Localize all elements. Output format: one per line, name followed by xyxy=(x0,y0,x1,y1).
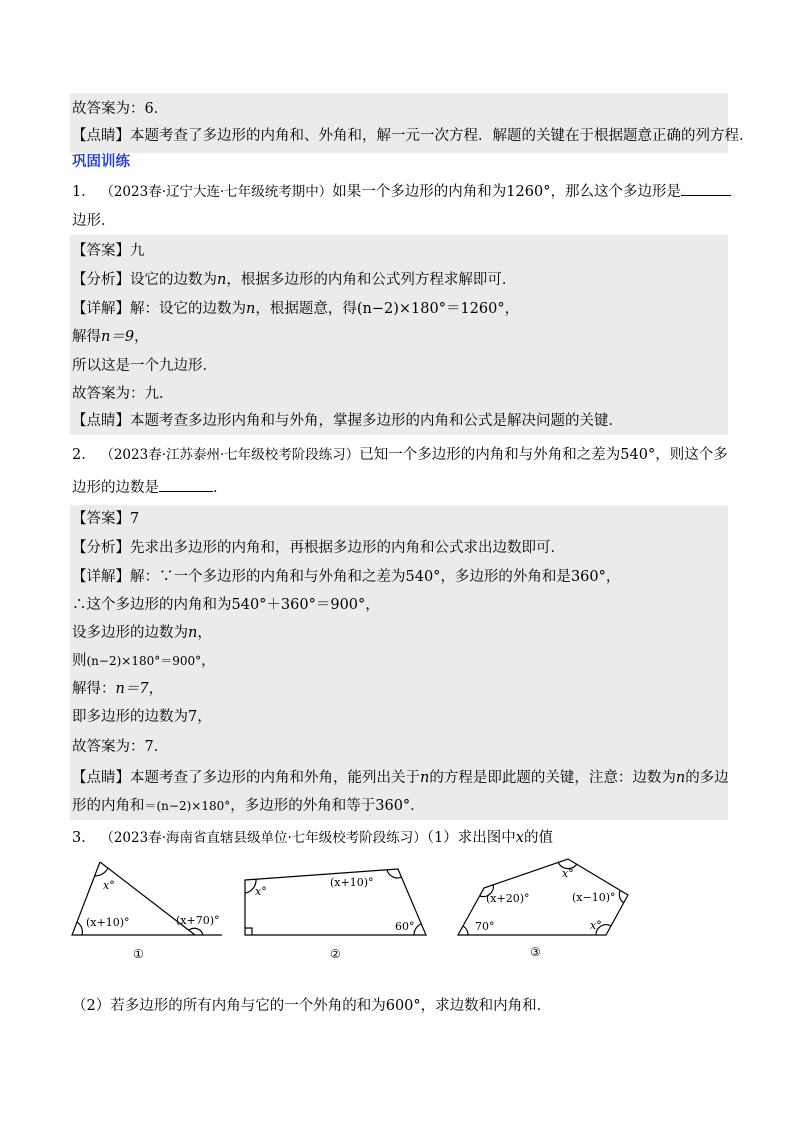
q2-let xyxy=(72,624,212,642)
q1-stem xyxy=(72,181,731,201)
comment-tag: 【点睛】 xyxy=(72,770,130,786)
equation: 540°＋360°＝900° xyxy=(231,597,366,613)
solve-text: ， xyxy=(148,681,164,697)
q1-detail xyxy=(72,300,519,318)
detail-text: 解：∵一个多边形的内角和与外角和之差为 xyxy=(130,569,406,585)
analysis-tag: 【分析】 xyxy=(72,540,130,556)
detail-tag: 【详解】 xyxy=(72,301,130,317)
comment-text: ，多边形的外角和等于360°． xyxy=(230,798,425,814)
equation: (n−2)×180°＝900° xyxy=(86,654,202,668)
detail-text: ，根据题意，得 xyxy=(255,301,357,317)
q2-therefore xyxy=(72,596,380,614)
answer-tag: 【答案】 xyxy=(72,243,130,259)
comment-text: 本题考查了多边形的内角和外角，能列出关于 xyxy=(130,770,420,786)
question-number: 2． xyxy=(72,447,96,463)
comment-text: 本题考查多边形内角和与外角，掌握多边形的内角和公式是解决问题的关键． xyxy=(130,413,623,429)
therefore-text: ， xyxy=(365,597,380,613)
question-text: 的值 xyxy=(523,830,553,846)
angle-value: 360° xyxy=(570,569,606,585)
variable-n: n xyxy=(675,770,686,786)
q3-stem xyxy=(72,829,553,847)
q2-final: 故答案为：7． xyxy=(72,739,169,755)
question-text: ． xyxy=(213,480,228,496)
angle-value: 600° xyxy=(385,998,421,1014)
comment-text: 本题考查了多边形的内角和、外角和，解一元一次方程．解题的关键在于根据题意正确的列方程． xyxy=(130,128,754,144)
question-text: 如果一个多边形的内角和为 xyxy=(332,184,507,200)
angle-value: 540° xyxy=(620,447,656,463)
q2-then xyxy=(72,652,216,670)
solution-equation: n＝7 xyxy=(115,681,149,697)
q1-stem-cont: 边形． xyxy=(72,213,116,229)
fig2-br-label: 60° xyxy=(395,920,415,933)
question-text: （1）求出图中 xyxy=(426,830,516,846)
fig3-right-label: (x−10)° xyxy=(572,891,616,904)
q2-comment xyxy=(72,769,729,787)
angle-value: 540° xyxy=(405,569,441,585)
q3-part2 xyxy=(72,997,551,1015)
q2-stem xyxy=(72,446,728,464)
analysis-tag: 【分析】 xyxy=(72,272,130,288)
q2-stem-cont xyxy=(72,477,228,497)
detail-text: ，多边形的外角和是 xyxy=(440,569,571,585)
q1-answer xyxy=(72,242,145,260)
fig3-number: ③ xyxy=(530,945,541,959)
q1-conclusion: 所以这是一个九边形． xyxy=(72,358,217,374)
question-text: 已知一个多边形的内角和与外角和之差为 xyxy=(359,447,621,463)
question-source: （2023春·辽宁大连·七年级统考期中） xyxy=(100,184,333,200)
fig2-tr-label: (x+10)° xyxy=(330,876,374,889)
q1-analysis xyxy=(72,271,516,289)
q2-analysis xyxy=(72,539,565,557)
question-text: ，求边数和内角和． xyxy=(420,998,552,1014)
question-text: （2）若多边形的所有内角与它的一个外角的和为 xyxy=(72,998,386,1014)
then-text: ， xyxy=(201,653,216,669)
comment-tag: 【点睛】 xyxy=(72,128,130,144)
section-title: 巩固训练 xyxy=(72,154,130,170)
fig3-bl-label: 70° xyxy=(475,920,495,933)
q2-conclusion: 即多边形的边数为7， xyxy=(72,709,212,725)
question-source: （2023春·海南省直辖县级单位·七年级校考阶段练习） xyxy=(100,830,427,846)
question-source: （2023春·江苏泰州·七年级校考阶段练习） xyxy=(100,447,360,463)
fig3-top-label: x° xyxy=(562,867,574,880)
answer-value: 7 xyxy=(130,511,140,527)
comment-text: 形的内角和 xyxy=(72,798,145,814)
prev-comment xyxy=(72,127,754,145)
analysis-text: ，根据多边形的内角和公式列方程求解即可． xyxy=(226,272,517,288)
then-text: 则 xyxy=(72,653,87,669)
question-text: ，那么这个多边形是 xyxy=(550,184,681,200)
solution-equation: n＝9 xyxy=(101,329,135,345)
q2-detail xyxy=(72,568,620,586)
variable-n: n xyxy=(246,301,256,317)
solve-text: 解得 xyxy=(72,329,101,345)
equation: ＝(n−2)×180° xyxy=(144,799,231,813)
question-number: 3． xyxy=(72,830,96,846)
therefore-text: ∴这个多边形的内角和为 xyxy=(72,597,232,613)
question-text: ，则这个多 xyxy=(655,447,728,463)
question-text: 边形的边数是 xyxy=(72,480,159,496)
q1-answer-shade xyxy=(70,235,728,435)
analysis-text: 设它的边数为 xyxy=(130,272,217,288)
q1-solve xyxy=(72,328,149,346)
solve-text: 解得： xyxy=(72,681,116,697)
variable-n: n xyxy=(188,625,198,641)
detail-tag: 【详解】 xyxy=(72,569,130,585)
fig1-number: ① xyxy=(133,947,144,961)
solve-text: ， xyxy=(134,329,149,345)
let-text: ， xyxy=(197,625,212,641)
fig3-left-label: (x+20)° xyxy=(486,892,530,905)
comment-text: 的多边 xyxy=(685,770,729,786)
q2-solve xyxy=(72,680,163,698)
equation: (n−2)×180°＝1260° xyxy=(356,301,505,317)
q1-comment xyxy=(72,412,623,430)
variable-n: n xyxy=(217,272,227,288)
variable-n: n xyxy=(420,770,430,786)
variable-x: x xyxy=(515,830,524,846)
fig1-ext-label: (x+70)° xyxy=(176,914,220,927)
fig3-br-label: x° xyxy=(590,919,602,932)
angle-value: 1260° xyxy=(506,184,551,200)
fig1-left-label: (x+10)° xyxy=(86,916,130,929)
analysis-text: 先求出多边形的内角和，再根据多边形的内角和公式求出边数即可． xyxy=(130,540,565,556)
answer-value: 九 xyxy=(130,243,145,259)
q1-final: 故答案为：九． xyxy=(72,386,174,402)
comment-tag: 【点睛】 xyxy=(72,413,130,429)
fig2-number: ② xyxy=(330,947,341,961)
detail-text: ， xyxy=(504,301,520,317)
answer-tag: 【答案】 xyxy=(72,511,130,527)
answer-blank[interactable] xyxy=(681,181,731,196)
detail-text: 解：设它的边数为 xyxy=(130,301,246,317)
question-number: 1． xyxy=(72,184,96,200)
prev-answer-line: 故答案为：6． xyxy=(72,101,169,117)
figures-diagram xyxy=(0,850,800,970)
fig2-tl-label: x° xyxy=(255,885,267,898)
q2-answer xyxy=(72,510,139,528)
answer-blank[interactable] xyxy=(159,477,213,492)
detail-text: ， xyxy=(605,569,621,585)
fig1-top-label: x° xyxy=(103,879,115,892)
q2-comment-cont xyxy=(72,797,425,815)
let-text: 设多边形的边数为 xyxy=(72,625,188,641)
comment-text: 的方程是即此题的关键，注意：边数为 xyxy=(429,770,676,786)
